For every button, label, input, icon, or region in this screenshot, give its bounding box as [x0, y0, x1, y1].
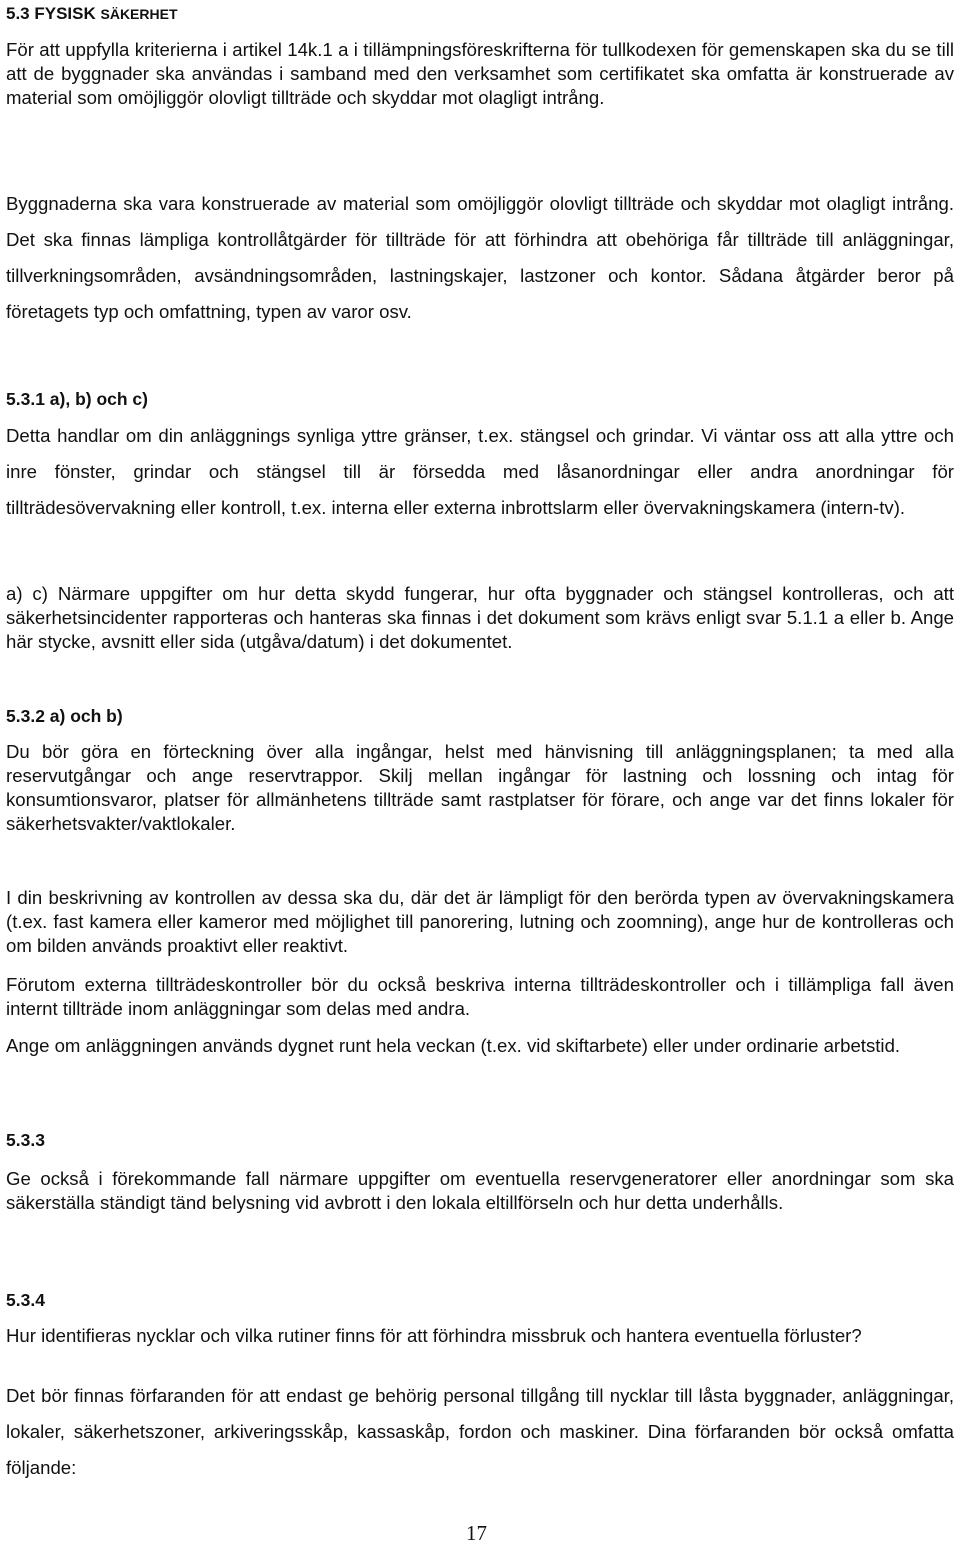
page-number: 17 [466, 1521, 487, 1545]
paragraph-camera-control: I din beskrivning av kontrollen av dessa ska du, där det är lämpligt för den berörda typen av övervakningskamera (t.ex. fast kamera eller kameror med möjlighet till panorering, lutning och zoomning), ange hur de kontrolleras och om bilden används proaktivt eller reaktivt. [6, 887, 954, 956]
paragraph-lighting: Ge också i förekommande fall närmare uppgifter om eventuella reservgeneratorer eller anordningar som ska säkerställa ständigt tänd belysning vid avbrott i den lokala eltillförseln och hur detta underhålls. [6, 1168, 954, 1213]
paragraph-intro: För att uppfylla kriterierna i artikel 14k.1 a i tillämpningsföreskrifterna för tullkodexen för gemenskapen ska du se till att de byggnader ska användas i samband med den verksamhet som certifikatet ska omfatta är konstruerade av material som omöjliggör olovligt tillträde och skyddar mot olagligt intrång. [6, 39, 954, 108]
subheading-5-3-4: 5.3.4 [6, 1290, 45, 1310]
section-heading-title: SÄKERHET [100, 6, 178, 22]
subheading-5-3-2: 5.3.2 a) och b) [6, 706, 123, 726]
section-heading-number: 5.3 FYSISK [6, 4, 96, 23]
paragraph-keys-question: Hur identifieras nycklar och vilka rutiner finns för att förhindra missbruk och hantera eventuella förluster? [6, 1325, 862, 1346]
section-heading [6, 4, 178, 24]
subheading-5-3-1: 5.3.1 a), b) och c) [6, 389, 148, 409]
paragraph-entrances: Du bör göra en förteckning över alla ingångar, helst med hänvisning till anläggningsplanen; ta med alla reservutgångar och ange reservtrappor. Skilj mellan ingångar för lastning och lossning och intag för konsumtionsvaror, platser för allmänhetens tillträde samt rastplatser för förare, och ange var det finns lokaler för säkerhetsvakter/vaktlokaler. [6, 741, 954, 834]
paragraph-details-a-c: a) c) Närmare uppgifter om hur detta skydd fungerar, hur ofta byggnader och stängsel kontrolleras, och att säkerhetsincidenter rapporteras och hanteras ska finnas i det dokument som krävs enligt svar 5.1.1 a eller b. Ange här stycke, avsnitt eller sida (utgåva/datum) i det dokumentet. [6, 583, 954, 652]
paragraph-internal-access: Förutom externa tillträdeskontroller bör du också beskriva interna tillträdeskontroller och i tillämpliga fall även internt tillträde inom anläggningar som delas med andra. [6, 974, 954, 1019]
paragraph-buildings: Byggnaderna ska vara konstruerade av material som omöjliggör olovligt tillträde och skyddar mot olagligt intrång. Det ska finnas lämpliga kontrollåtgärder för tillträde för att förhindra att obehöriga får tillträde till anläggningar, tillverkningsområden, avsändningsområden, lastningskajer, lastzoner och kontor. Sådana åtgärder beror på företagets typ och omfattning, typen av varor osv. [6, 193, 954, 322]
paragraph-perimeter: Detta handlar om din anläggnings synliga yttre gränser, t.ex. stängsel och grindar. Vi väntar oss att alla yttre och inre fönster, grindar och stängsel till är försedda med låsanordningar eller andra anordningar för tillträdesövervakning eller kontroll, t.ex. interna eller externa inbrottslarm eller övervakningskamera (intern-tv). [6, 425, 954, 518]
paragraph-key-procedures: Det bör finnas förfaranden för att endast ge behörig personal tillgång till nycklar till låsta byggnader, anläggningar, lokaler, säkerhetszoner, arkiveringsskåp, kassaskåp, fordon och maskiner. Dina förfaranden bör också omfatta följande: [6, 1385, 954, 1478]
subheading-5-3-3: 5.3.3 [6, 1130, 45, 1150]
paragraph-operating-hours: Ange om anläggningen används dygnet runt hela veckan (t.ex. vid skiftarbete) eller under ordinarie arbetstid. [6, 1035, 901, 1056]
